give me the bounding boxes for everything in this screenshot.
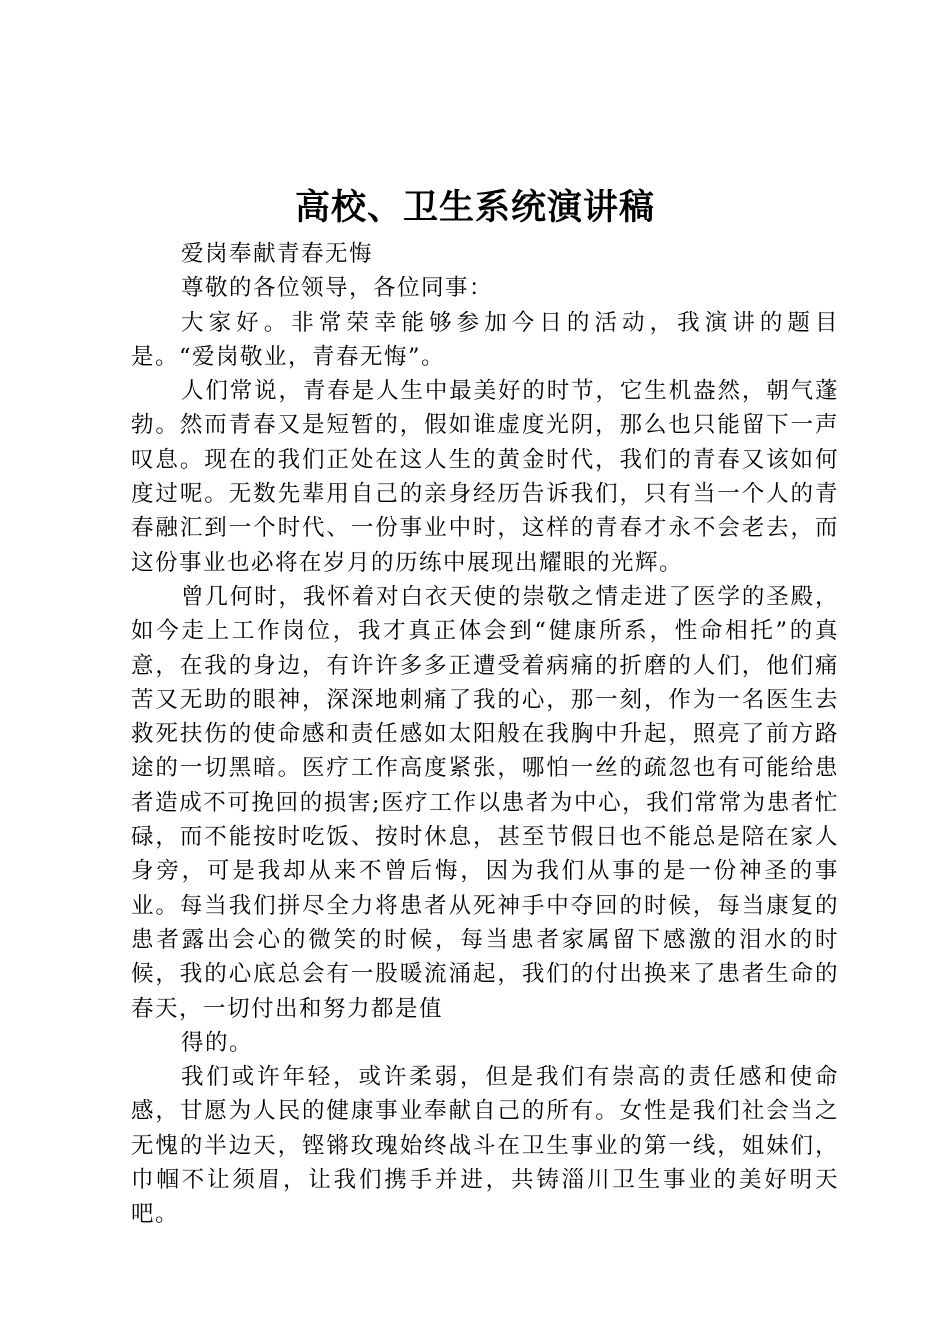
document-title: 高校、卫生系统演讲稿 xyxy=(294,187,655,228)
document-body xyxy=(131,237,839,1232)
body-paragraph: 我们或许年轻，或许柔弱，但是我们有崇高的责任感和使命感，甘愿为人民的健康事业奉献自己的所有。女性是我们社会当之无愧的半边天，铿锵玫瑰始终战斗在卫生事业的第一线，姐妹们，巾帼不让须眉，让我们携手并进，共铸淄川卫生事业的美好明天吧。 xyxy=(131,1064,839,1228)
subtitle-paragraph: 爱岗奉献青春无悔 xyxy=(181,241,374,267)
body-paragraph: 曾几何时，我怀着对白衣天使的崇敬之情走进了医学的圣殿，如今走上工作岗位，我才真正体会到“健康所系，性命相托”的真意，在我的身边，有许许多多正遭受着病痛的折磨的人们，他们痛苦又无助的眼神，深深地刺痛了我的心，那一刻，作为一名医生去救死扶伤的使命感和责任感如太阳般在我胸中升起，照亮了前方路途的一切黑暗。医疗工作高度紧张，哪怕一丝的疏忽也有可能给患者造成不可挽回的损害;医疗工作以患者为中心，我们常常为患者忙碌，而不能按时吃饭、按时休息，甚至节假日也不能总是陪在家人身旁，可是我却从来不曾后悔，因为我们从事的是一份神圣的事业。每当我们拼尽全力将患者从死神手中夺回的时候，每当康复的患者露出会心的微笑的时候，每当患者家属留下感激的泪水的时候，我的心底总会有一股暖流涌起，我们的付出换来了患者生命的春天，一切付出和努力都是值 xyxy=(131,583,839,1022)
body-paragraph: 大家好。非常荣幸能够参加今日的活动，我演讲的题目是。“爱岗敬业，青春无悔”。 xyxy=(131,309,839,370)
salutation-paragraph: 尊敬的各位领导，各位同事： xyxy=(181,275,494,302)
body-paragraph: 人们常说，青春是人生中最美好的时节，它生机盎然，朝气蓬勃。然而青春又是短暂的，假如谁虚度光阴，那么也只能留下一声叹息。现在的我们正处在这人生的黄金时代，我们的青春又该如何度过呢。无数先辈用自己的亲身经历告诉我们，只有当一个人的青春融汇到一个时代、一份事业中时，这样的青春才永不会老去，而这份事业也必将在岁月的历练中展现出耀眼的光辉。 xyxy=(131,378,839,576)
body-paragraph: 得的。 xyxy=(181,1029,254,1056)
